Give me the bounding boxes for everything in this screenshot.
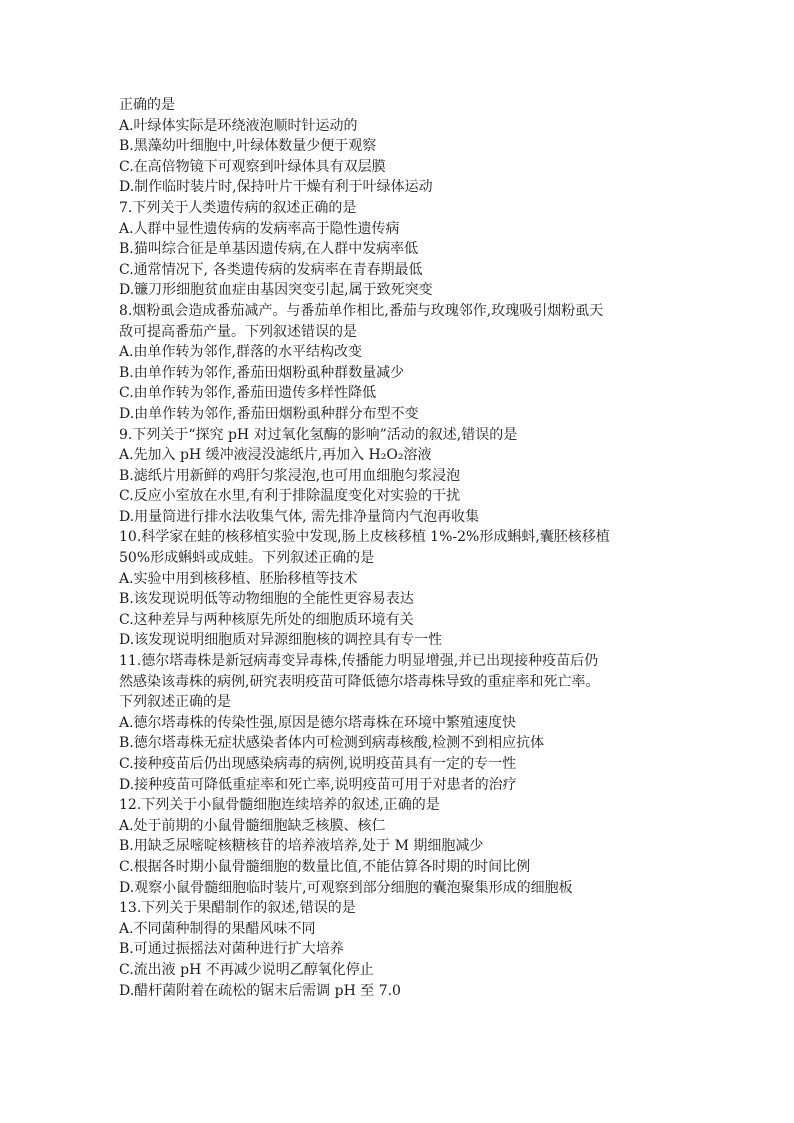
option-line: A.处于前期的小鼠骨髓细胞缺乏核膜、核仁 bbox=[119, 817, 386, 834]
question-8-continued: 敌可提高番茄产量。下列叙述错误的是 bbox=[119, 323, 357, 340]
option-line: D.由单作转为邻作,番茄田烟粉虱种群分布型不变 bbox=[119, 405, 419, 422]
question-9: 9.下列关于“探究 pH 对过氧化氢酶的影响”活动的叙述,错误的是 bbox=[119, 426, 518, 443]
option-line: A.实验中用到核移植、胚胎移植等技术 bbox=[119, 570, 358, 587]
question-12: 12.下列关于小鼠骨髓细胞连续培养的叙述,正确的是 bbox=[119, 797, 440, 814]
option-line: D.醋杆菌附着在疏松的锯末后需调 pH 至 7.0 bbox=[119, 982, 401, 999]
question-11: 11.德尔塔毒株是新冠病毒变异毒株,传播能力明显增强,并已出现接种疫苗后仍 bbox=[119, 653, 599, 670]
option-line: C.通常情况下, 各类遗传病的发病率在青春期最低 bbox=[119, 261, 423, 278]
option-line: A.由单作转为邻作,群落的水平结构改变 bbox=[119, 344, 363, 361]
option-line: B.德尔塔毒株无症状感染者体内可检测到病毒核酸,检测不到相应抗体 bbox=[119, 735, 545, 752]
option-line: C.这种差异与两种核原先所处的细胞质环境有关 bbox=[119, 611, 414, 628]
option-line: D.用量筒进行排水法收集气体, 需先排净量筒内气泡再收集 bbox=[119, 508, 480, 525]
option-line: B.滤纸片用新鲜的鸡肝匀浆浸泡,也可用血细胞匀浆浸泡 bbox=[119, 467, 461, 484]
option-line: B.由单作转为邻作,番茄田烟粉虱种群数量减少 bbox=[119, 364, 405, 381]
question-11-continued: 下列叙述正确的是 bbox=[119, 694, 231, 711]
option-line: D.接种疫苗可降低重症率和死亡率,说明疫苗可用于对患者的治疗 bbox=[119, 776, 517, 793]
option-line: C.反应小室放在水里,有利于排除温度变化对实验的干扰 bbox=[119, 488, 461, 505]
option-line: D.该发现说明细胞质对异源细胞核的调控具有专一性 bbox=[119, 632, 443, 649]
option-line: B.黑藻幼叶细胞中,叶绿体数量少便于观察 bbox=[119, 138, 377, 155]
question-7: 7.下列关于人类遗传病的叙述正确的是 bbox=[119, 199, 357, 216]
option-line: A.德尔塔毒株的传染性强,原因是德尔塔毒株在环境中繁殖速度快 bbox=[119, 714, 517, 731]
option-line: C.接种疫苗后仍出现感染病毒的病例,说明疫苗具有一定的专一性 bbox=[119, 756, 517, 772]
document-page bbox=[119, 95, 689, 1001]
question-10-continued: 50%形成蝌蚪或成蛙。下列叙述正确的是 bbox=[119, 550, 375, 567]
question-10: 10.科学家在蛙的核移植实验中发现,肠上皮核移植 1%-2%形成蝌蚪,囊胚核移植 bbox=[119, 529, 610, 546]
option-line: B.用缺乏尿嘧啶核糖核苷的培养液培养,处于 M 期细胞减少 bbox=[119, 838, 484, 855]
option-line: B.猫叫综合征是单基因遗传病,在人群中发病率低 bbox=[119, 241, 419, 258]
option-line: A.不同菌种制得的果醋风味不同 bbox=[119, 920, 316, 937]
question-13: 13.下列关于果醋制作的叙述,错误的是 bbox=[119, 900, 356, 917]
question-11-continued: 然感染该毒株的病例,研究表明疫苗可降低德尔塔毒株导致的重症率和死亡率。 bbox=[119, 673, 600, 690]
option-line: C.根据各时期小鼠骨髓细胞的数量比值,不能估算各时期的时间比例 bbox=[119, 858, 531, 875]
option-line: B.可通过振摇法对菌种进行扩大培养 bbox=[119, 941, 344, 958]
text-line: 正确的是 bbox=[119, 97, 175, 113]
option-line: D.镰刀形细胞贫血症由基因突变引起,属于致死突变 bbox=[119, 282, 433, 299]
option-line: C.流出液 pH 不再减少说明乙醇氧化停止 bbox=[119, 961, 374, 978]
question-8: 8.烟粉虱会造成番茄减产。与番茄单作相比,番茄与玫瑰邻作,玫瑰吸引烟粉虱天 bbox=[119, 302, 604, 319]
option-line: A.叶绿体实际是环绕液泡顺时针运动的 bbox=[119, 117, 358, 134]
option-line: D.制作临时装片时,保持叶片干燥有利于叶绿体运动 bbox=[119, 179, 433, 196]
option-line: A.人群中显性遗传病的发病率高于隐性遗传病 bbox=[119, 220, 400, 237]
option-line: C.由单作转为邻作,番茄田遗传多样性降低 bbox=[119, 385, 377, 402]
option-line: B.该发现说明低等动物细胞的全能性更容易表达 bbox=[119, 591, 414, 608]
option-line: D.观察小鼠骨髓细胞临时装片,可观察到部分细胞的囊泡聚集形成的细胞板 bbox=[119, 879, 573, 896]
option-line: A.先加入 pH 缓冲液浸没滤纸片,再加入 H₂O₂溶液 bbox=[119, 447, 432, 464]
option-line: C.在高倍物镜下可观察到叶绿体具有双层膜 bbox=[119, 158, 386, 175]
